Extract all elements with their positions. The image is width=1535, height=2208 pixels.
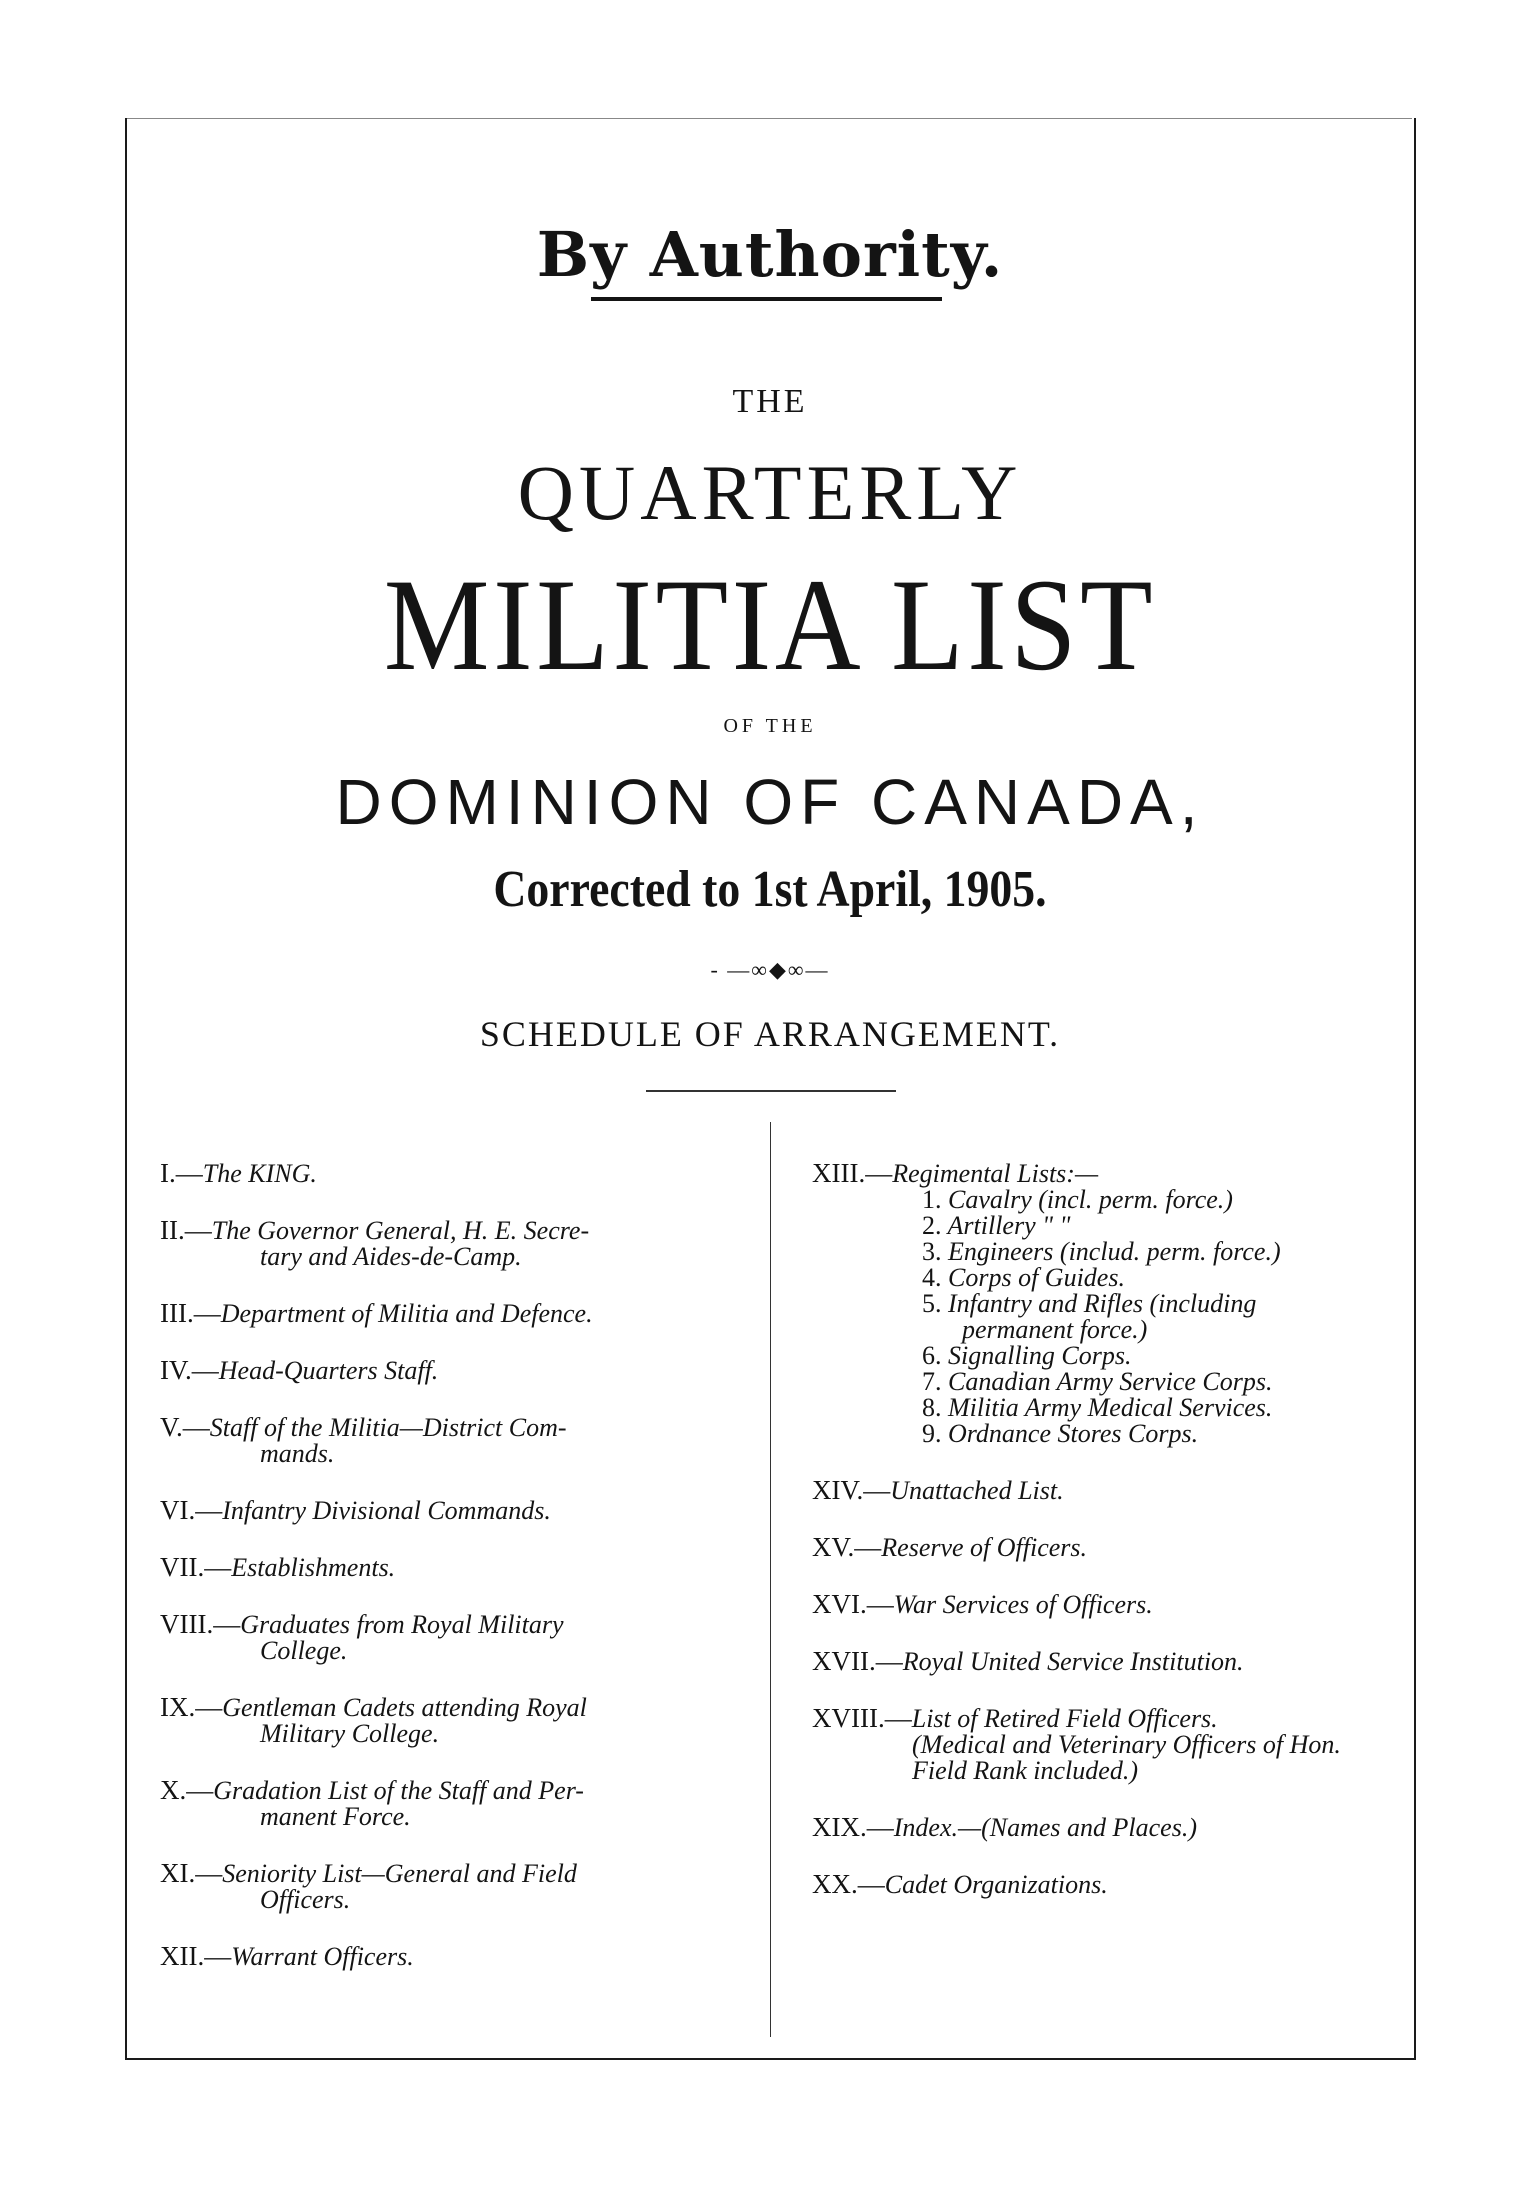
entry-title: Infantry Divisional Commands. — [222, 1496, 551, 1525]
schedule-entry — [160, 1943, 740, 1970]
regimental-items — [812, 1187, 1402, 1447]
entry-number: XIV.— — [812, 1475, 891, 1505]
entry-title: Reserve of Officers. — [881, 1533, 1088, 1562]
schedule-entry — [160, 1611, 740, 1664]
entry-number: VIII.— — [160, 1609, 241, 1639]
regimental-lists-entry — [812, 1160, 1402, 1447]
entry-number: III.— — [160, 1298, 221, 1328]
regimental-item — [812, 1239, 1402, 1265]
entry-number: X.— — [160, 1775, 214, 1805]
regimental-item — [812, 1395, 1402, 1421]
title-the: THE — [732, 383, 808, 420]
entry-title: Graduates from Royal Military — [240, 1610, 564, 1639]
entry-number: XIX.— — [812, 1812, 894, 1842]
entry-title: Staff of the Militia—District Com- — [209, 1413, 567, 1442]
entry-title: Establishments. — [231, 1553, 396, 1582]
regimental-item — [812, 1291, 1402, 1317]
entry-number: XIII.— — [812, 1158, 893, 1188]
ornament-divider: - —∞◆∞— — [710, 957, 830, 982]
schedule-entry — [812, 1871, 1402, 1898]
entry-number: XII.— — [160, 1941, 232, 1971]
entry-title: Cadet Organizations. — [884, 1870, 1108, 1899]
regimental-item-number: 7. — [922, 1367, 942, 1396]
regimental-item — [812, 1369, 1402, 1395]
entry-title-continued: mands. — [260, 1439, 335, 1468]
schedule-entry — [160, 1497, 740, 1524]
regimental-item — [812, 1265, 1402, 1291]
entry-number: XX.— — [812, 1869, 885, 1899]
title-dominion: DOMINION OF CANADA, — [335, 766, 1205, 838]
entry-number: I.— — [160, 1158, 203, 1188]
schedule-entry — [160, 1860, 740, 1913]
schedule-heading: SCHEDULE OF ARRANGEMENT. — [479, 1014, 1061, 1054]
schedule-entry — [812, 1814, 1402, 1841]
schedule-entry — [160, 1300, 740, 1327]
corrected-date: Corrected to 1st April, 1905. — [493, 861, 1047, 918]
entry-number: XVI.— — [812, 1589, 894, 1619]
entry-title-continued: College. — [260, 1636, 348, 1665]
title-quarterly: QUARTERLY — [517, 449, 1023, 536]
entry-number: II.— — [160, 1215, 212, 1245]
entry-title: Regimental Lists:— — [892, 1159, 1099, 1188]
entry-number: IX.— — [160, 1692, 223, 1722]
schedule-rule — [646, 1090, 896, 1092]
title-of-the: OF THE — [723, 715, 817, 737]
entry-title: Index.—(Names and Places.) — [893, 1813, 1198, 1842]
regimental-item-number: 1. — [922, 1185, 942, 1214]
entry-title-continued: tary and Aides-de-Camp. — [260, 1242, 522, 1271]
entry-title: War Services of Officers. — [893, 1590, 1153, 1619]
regimental-item — [812, 1213, 1402, 1239]
regimental-item-text: Infantry and Rifles (including — [948, 1289, 1257, 1318]
regimental-item — [812, 1421, 1402, 1447]
regimental-item-text: Artillery " " — [947, 1211, 1071, 1240]
entry-title: Gradation List of the Staff and Per- — [213, 1776, 584, 1805]
entry-title: Gentleman Cadets attending Royal — [222, 1693, 587, 1722]
by-authority-heading: By Authority. — [536, 218, 1004, 291]
entry-number: XVIII.— — [812, 1703, 912, 1733]
regimental-item — [812, 1343, 1402, 1369]
regimental-item-number: 2. — [922, 1211, 942, 1240]
regimental-item-number: 3. — [922, 1237, 942, 1266]
schedule-entry — [160, 1694, 740, 1747]
regimental-item-text: Militia Army Medical Services. — [948, 1393, 1273, 1422]
regimental-item-number: 6. — [922, 1341, 942, 1370]
regimental-item-text: Cavalry (incl. perm. force.) — [948, 1185, 1233, 1214]
entry-number: IV.— — [160, 1355, 219, 1385]
schedule-entry — [812, 1591, 1402, 1618]
schedule-entry — [812, 1705, 1402, 1784]
schedule-entry — [160, 1554, 740, 1581]
regimental-item-number: 8. — [922, 1393, 942, 1422]
regimental-item-number: 4. — [922, 1263, 942, 1292]
entry-number: VI.— — [160, 1495, 223, 1525]
regimental-item-number: 5. — [922, 1289, 942, 1318]
schedule-entry — [160, 1414, 740, 1467]
entry-number: VII.— — [160, 1552, 232, 1582]
entry-title: Warrant Officers. — [231, 1942, 414, 1971]
entry-title: Seniority List—General and Field — [222, 1859, 577, 1888]
schedule-entry — [160, 1160, 740, 1187]
column-divider — [770, 1122, 771, 2037]
authority-underline — [591, 297, 942, 301]
entry-title: Royal United Service Institution. — [902, 1647, 1244, 1676]
regimental-item-text: Engineers (includ. perm. force.) — [948, 1237, 1281, 1266]
regimental-item-continued: permanent force.) — [962, 1315, 1148, 1344]
entry-title-continued: Officers. — [260, 1885, 351, 1914]
entry-title-continued: (Medical and Veterinary Officers of Hon. — [912, 1730, 1341, 1759]
schedule-entry — [160, 1357, 740, 1384]
entry-title-continued: Field Rank included.) — [912, 1756, 1138, 1785]
entry-title: The Governor General, H. E. Secre- — [211, 1216, 590, 1245]
title-militia-list: MILITIA LIST — [383, 551, 1157, 698]
entry-number: XV.— — [812, 1532, 882, 1562]
schedule-entry — [160, 1777, 740, 1830]
entry-title: List of Retired Field Officers. — [911, 1704, 1218, 1733]
regimental-item-text: Canadian Army Service Corps. — [948, 1367, 1273, 1396]
regimental-item — [812, 1187, 1402, 1213]
entry-title: The KING. — [202, 1159, 317, 1188]
entry-number: XI.— — [160, 1858, 223, 1888]
regimental-item-text: Signalling Corps. — [948, 1341, 1132, 1370]
entry-number: V.— — [160, 1412, 210, 1442]
entry-number: XVII.— — [812, 1646, 903, 1676]
schedule-entry — [812, 1534, 1402, 1561]
entry-title: Department of Militia and Defence. — [220, 1299, 593, 1328]
schedule-entry — [812, 1477, 1402, 1504]
regimental-item-number: 9. — [922, 1419, 942, 1448]
entry-title: Unattached List. — [890, 1476, 1064, 1505]
regimental-item-text: Ordnance Stores Corps. — [948, 1419, 1199, 1448]
left-column — [160, 1160, 740, 2000]
regimental-item-text: Corps of Guides. — [948, 1263, 1125, 1292]
entry-title: Head-Quarters Staff. — [218, 1356, 439, 1385]
right-entries — [812, 1477, 1402, 1898]
entry-title-continued: Military College. — [260, 1719, 440, 1748]
schedule-entry — [812, 1648, 1402, 1675]
entry-title-continued: manent Force. — [260, 1802, 411, 1831]
schedule-entry — [160, 1217, 740, 1270]
right-column — [812, 1160, 1402, 1928]
